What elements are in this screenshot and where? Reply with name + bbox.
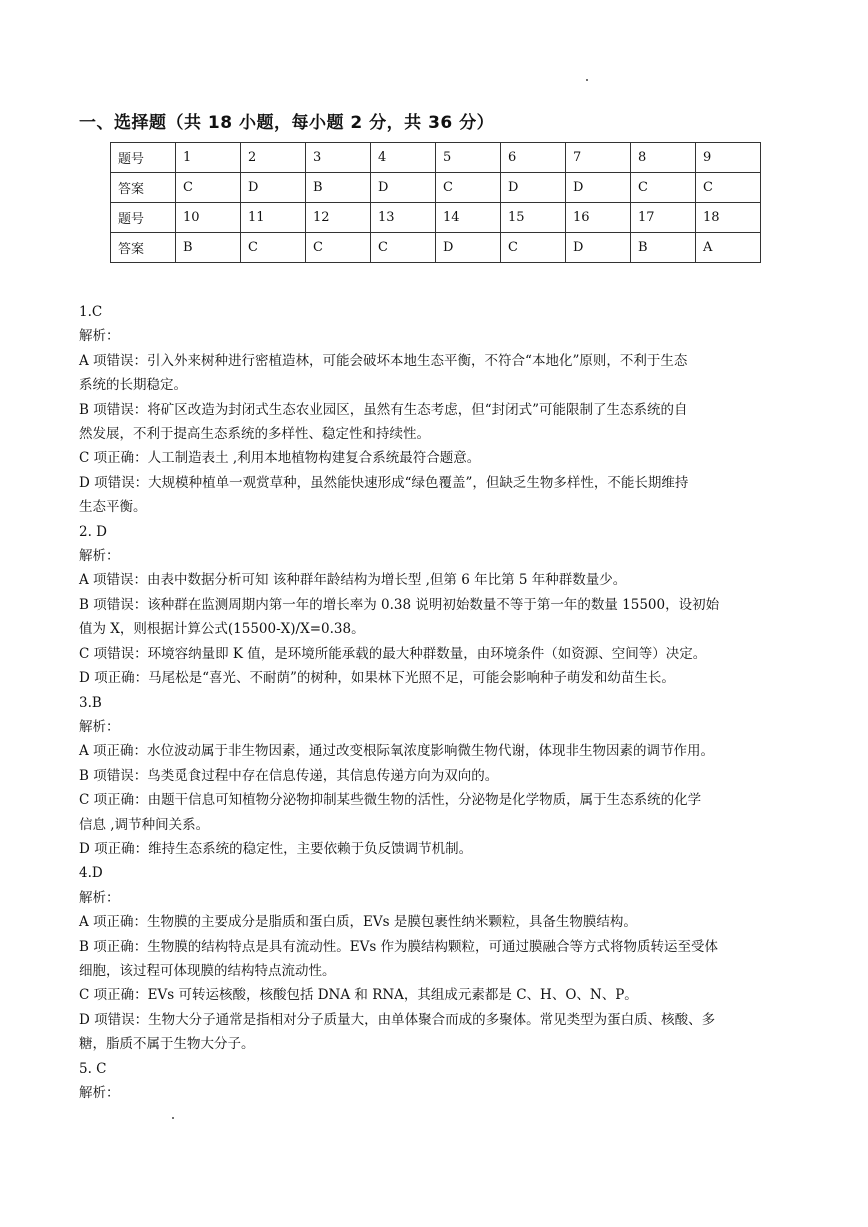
text-line: D 项正确：马尾松是“喜光、不耐荫”的树种，如果林下光照不足，可能会影响种子萌发和幼苗生长。 — [79, 670, 675, 687]
table-cell: 4 — [371, 143, 436, 173]
row-label-cell: 题号 — [111, 203, 176, 233]
text-line: 解析： — [79, 548, 120, 565]
table-cell: B — [306, 173, 371, 203]
table-cell: 10 — [176, 203, 241, 233]
text-line: D 项错误：大规模种植单一观赏草种，虽然能快速形成“绿色覆盖”，但缺乏生物多样性，不能长期维持 — [79, 474, 689, 491]
text-line: 1.C — [79, 304, 103, 320]
text-line: D 项错误：生物大分子通常是指相对分子质量大，由单体聚合而成的多聚体。常见类型为蛋白质、核酸、多 — [79, 1011, 716, 1028]
text-line: 细胞，该过程可体现膜的结构特点流动性。 — [79, 962, 336, 979]
text-line: 解析： — [79, 1085, 120, 1101]
table-cell: 6 — [501, 143, 566, 173]
table-cell: 14 — [436, 203, 501, 233]
table-cell: C — [241, 233, 306, 263]
text-line: B 项错误：鸟类觅食过程中存在信息传递，其信息传递方向为双向的。 — [79, 767, 499, 784]
table-cell: B — [176, 233, 241, 263]
text-line: B 项错误：该种群在监测周期内第一年的增长率为 0.38 说明初始数量不等于第一年的数量 15500，设初始 — [79, 596, 720, 613]
text-line: C 项正确：EVs 可转运核酸，核酸包括 DNA 和 RNA，其组成元素都是 C、H、O、N、P。 — [79, 987, 638, 1004]
table-cell: C — [631, 173, 696, 203]
text-line: 值为 X，则根据计算公式(15500-X)/X=0.38。 — [79, 621, 365, 638]
text-line: 5. C — [79, 1060, 107, 1077]
text-line: A 项正确：水位波动属于非生物因素，通过改变根际氧浓度影响微生物代谢，体现非生物因素的调节作用。 — [79, 743, 715, 760]
table-cell: 8 — [631, 143, 696, 173]
table-cell: C — [371, 233, 436, 263]
table-cell: B — [631, 233, 696, 263]
table-cell: 7 — [566, 143, 631, 173]
answer-table-row — [111, 203, 761, 233]
text-line: B 项错误：将矿区改造为封闭式生态农业园区，虽然有生态考虑，但“封闭式”可能限制了生态系统的自 — [79, 401, 688, 418]
text-line: C 项正确：由题干信息可知植物分泌物抑制某些微生物的活性，分泌物是化学物质，属于生态系统的化学 — [79, 792, 702, 809]
table-cell: D — [371, 173, 436, 203]
text-line: 4.D — [79, 865, 103, 882]
table-cell: 3 — [306, 143, 371, 173]
text-line: D 项正确：维持生态系统的稳定性，主要依赖于负反馈调节机制。 — [79, 840, 473, 857]
row-label-cell: 题号 — [111, 143, 176, 173]
table-cell: D — [241, 173, 306, 203]
table-cell: C — [176, 173, 241, 203]
text-line: 解析： — [79, 718, 120, 735]
table-cell: D — [566, 233, 631, 263]
table-cell: 5 — [436, 143, 501, 173]
table-cell: C — [696, 173, 761, 203]
text-line: 生态平衡。 — [79, 499, 147, 516]
table-cell: 11 — [241, 203, 306, 233]
text-line: 解析： — [79, 328, 120, 345]
table-cell: 18 — [696, 203, 761, 233]
table-cell: 1 — [176, 143, 241, 173]
table-cell: C — [306, 233, 371, 263]
text-line: 2. D — [79, 523, 107, 540]
row-label-cell: 答案 — [111, 173, 176, 203]
text-line: 系统的长期稳定。 — [79, 377, 187, 394]
text-line: C 项错误：环境容纳量即 K 值，是环境所能承载的最大种群数量，由环境条件（如资源、空间等）决定。 — [79, 645, 707, 662]
table-cell: 13 — [371, 203, 436, 233]
table-cell: 16 — [566, 203, 631, 233]
text-line: 糖，脂质不属于生物大分子。 — [79, 1036, 255, 1053]
scan-speck — [172, 1117, 174, 1119]
text-line: 信息 ,调节种间关系。 — [79, 816, 210, 833]
table-cell: 17 — [631, 203, 696, 233]
row-label-cell: 答案 — [111, 233, 176, 263]
section-heading: 一、选择题（共 18 小题，每小题 2 分，共 36 分） — [79, 113, 495, 133]
answer-table-row — [111, 173, 761, 203]
answer-table-row — [111, 143, 761, 173]
text-line: 然发展，不利于提高生态系统的多样性、稳定性和持续性。 — [79, 426, 430, 443]
text-line: 3.B — [79, 694, 102, 711]
answer-table — [110, 142, 761, 263]
text-line: C 项正确：人工制造表土 ,利用本地植物构建复合系统最符合题意。 — [79, 450, 481, 467]
table-cell: D — [436, 233, 501, 263]
table-cell: A — [696, 233, 761, 263]
table-cell: D — [566, 173, 631, 203]
table-cell: 9 — [696, 143, 761, 173]
table-cell: 15 — [501, 203, 566, 233]
text-line: A 项正确：生物膜的主要成分是脂质和蛋白质，EVs 是膜包裹性纳米颗粒，具备生物膜结构。 — [79, 914, 637, 931]
table-cell: 12 — [306, 203, 371, 233]
table-cell: C — [501, 233, 566, 263]
text-line: 解析： — [79, 889, 120, 906]
explanation-text — [79, 300, 799, 1105]
text-line: A 项错误：引入外来树种进行密植造林，可能会破坏本地生态平衡，不符合“本地化”原则，不利于生态 — [79, 352, 688, 369]
table-cell: 2 — [241, 143, 306, 173]
text-line: B 项正确：生物膜的结构特点是具有流动性。EVs 作为膜结构颗粒，可通过膜融合等方式将物质转运至受体 — [79, 938, 719, 955]
text-line: A 项错误：由表中数据分析可知 该种群年龄结构为增长型 ,但第 6 年比第 5 年种群数量少。 — [79, 572, 627, 589]
scan-speck — [586, 79, 588, 81]
table-cell: D — [501, 173, 566, 203]
table-cell: C — [436, 173, 501, 203]
answer-table-row — [111, 233, 761, 263]
